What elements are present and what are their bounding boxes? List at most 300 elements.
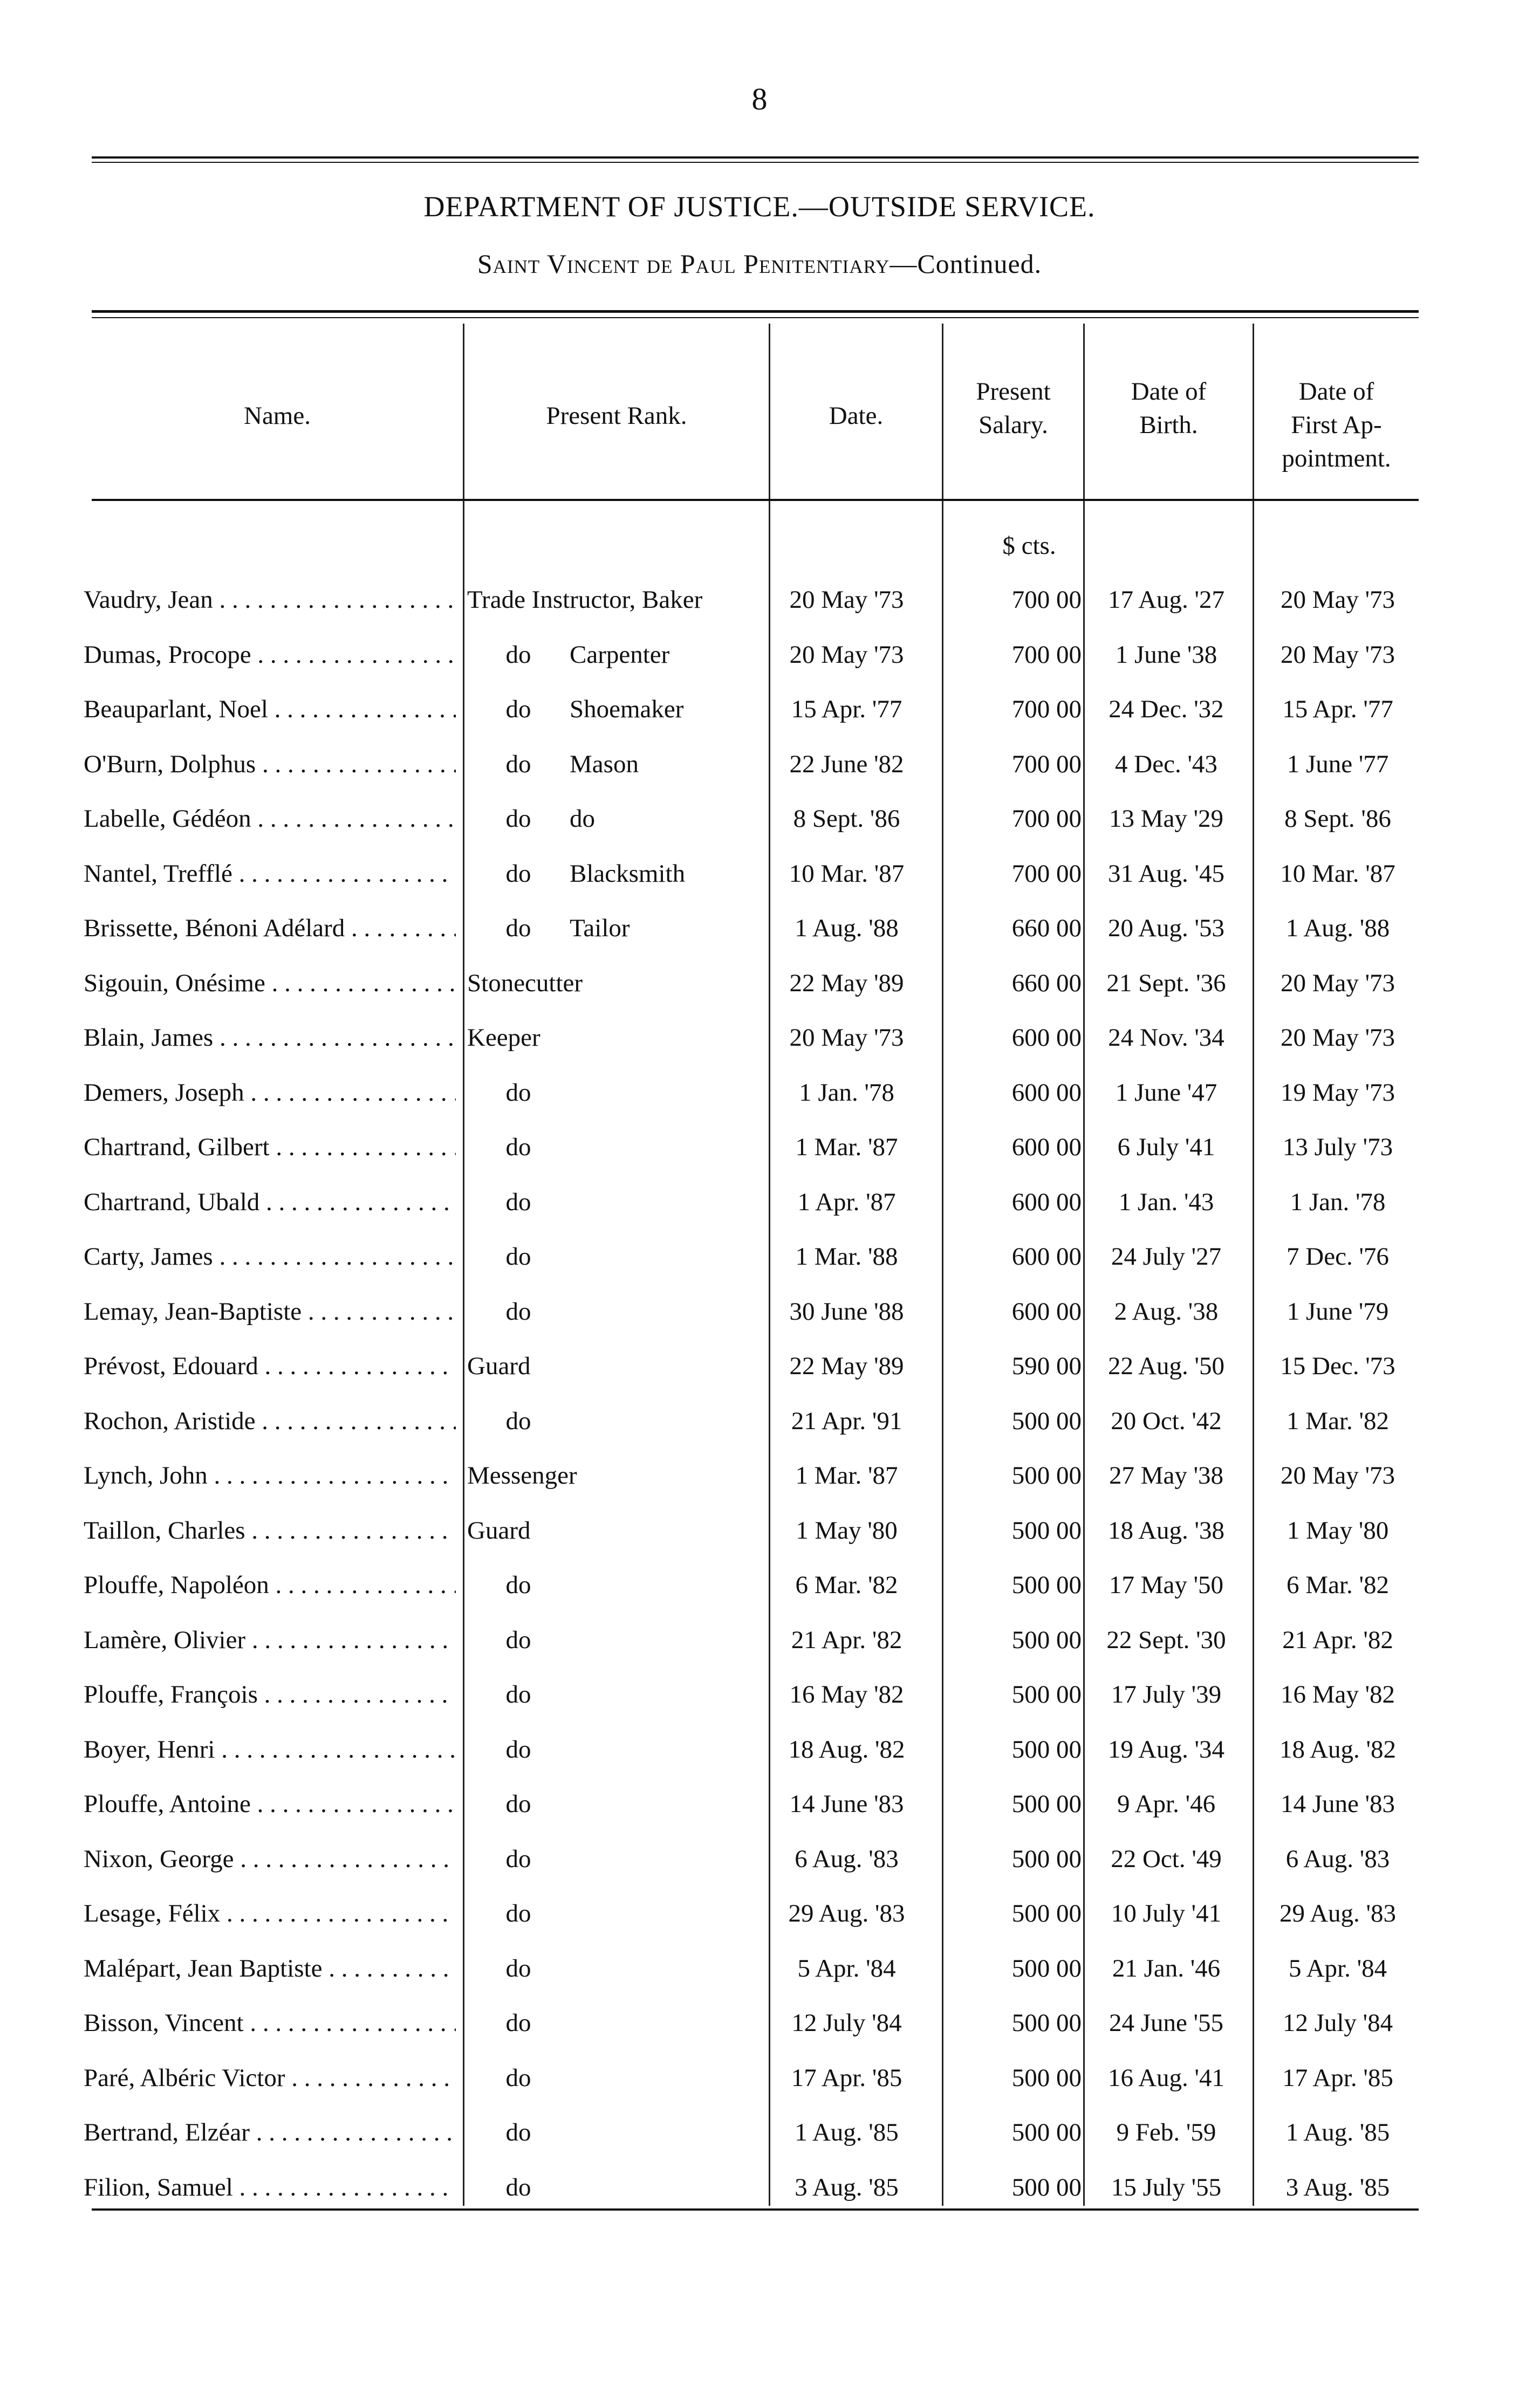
leader-dots [259,1188,456,1216]
present-rank [467,1407,767,1436]
rank-date: 20 May '73 [789,586,904,614]
leader-dots [258,1352,456,1380]
date-of-birth: 24 Dec. '32 [1109,695,1224,723]
leader-dots [213,586,456,614]
rank-date: 1 Jan. '78 [799,1078,894,1107]
leader-dots [244,1079,456,1107]
first-appointment: 7 Dec. '76 [1287,1243,1389,1271]
present-rank [467,914,767,943]
present-salary: 500 00 [1011,1954,1082,1982]
institution-subtitle: Saint Vincent de Paul Penitentiary—Continued. [477,249,1042,279]
leader-dots [302,1298,456,1326]
ditto-mark: do [505,1625,531,1654]
header-salary-line-1: Present [976,378,1051,406]
present-salary: 590 00 [1011,1352,1082,1380]
present-rank [467,1735,767,1764]
present-rank [467,695,767,724]
employee-name-text: Labelle, Gédéon [84,805,251,833]
leader-dots [234,1845,456,1873]
ditto-mark: do [505,2118,531,2146]
table-row [0,799,1519,854]
rank-text: Mason [570,750,639,778]
present-salary: 500 00 [1011,1790,1082,1818]
table-row [0,1018,1519,1073]
employee-name-text: Carty, James [84,1243,213,1271]
employee-name-text: Vaudry, Jean [84,586,213,614]
rank-date: 22 May '89 [789,1352,904,1380]
employee-name [84,585,456,614]
rank-text: Guard [467,1352,531,1380]
date-of-birth: 27 May '38 [1109,1462,1224,1490]
table-row [0,1620,1519,1675]
date-of-birth: 22 Aug. '50 [1107,1352,1225,1380]
rank-text: Shoemaker [570,695,684,723]
date-of-birth: 1 June '47 [1115,1078,1217,1107]
employee-name-text: Brissette, Bénoni Adélard [84,914,345,942]
first-appointment: 20 May '73 [1280,586,1395,614]
rank-date: 5 Apr. '84 [797,1954,896,1982]
first-appointment: 8 Sept. '86 [1284,805,1391,833]
top-rule-thin [92,162,1419,163]
employee-name [84,1516,456,1545]
table-row [0,1127,1519,1182]
present-salary: 500 00 [1011,1407,1082,1435]
first-appointment: 19 May '73 [1280,1078,1395,1107]
employee-name [84,695,456,724]
first-appointment: 6 Mar. '82 [1287,1571,1389,1599]
present-rank [467,1078,767,1107]
employee-name [84,1789,456,1819]
rank-date: 1 Aug. '88 [795,914,899,942]
first-appointment: 12 July '84 [1282,2009,1393,2037]
leader-dots [251,1790,456,1818]
employee-name-text: O'Burn, Dolphus [84,750,256,778]
employee-name-text: Rochon, Aristide [84,1407,256,1435]
table-row [0,1182,1519,1237]
ditto-mark: do [505,1844,531,1873]
ditto-mark: do [505,1297,531,1326]
first-appointment: 17 Apr. '85 [1282,2063,1393,2092]
first-appointment: 1 May '80 [1287,1516,1389,1545]
leader-dots [258,1680,456,1709]
employee-name [84,1297,456,1326]
header-birth-line-1: Date of [1131,378,1207,406]
employee-name [84,1570,456,1600]
employee-name-text: Lesage, Félix [84,1899,221,1927]
first-appointment: 1 Aug. '85 [1285,2118,1390,2146]
table-bottom-rule [92,2208,1419,2211]
leader-dots [251,641,456,669]
leader-dots [322,1954,456,1982]
rank-text: Tailor [570,914,630,942]
rank-date: 22 May '89 [789,969,904,997]
rank-date: 1 Mar. '87 [795,1462,898,1490]
header-present-salary [943,375,1083,442]
table-row [0,963,1519,1018]
header-appt-line-1: Date of [1298,378,1374,406]
rank-date: 6 Mar. '82 [795,1571,898,1599]
employee-name-text: Prévost, Edouard [84,1352,258,1380]
employee-name [84,1242,456,1271]
date-of-birth: 9 Feb. '59 [1116,2118,1216,2146]
employee-name [84,2118,456,2147]
first-appointment: 18 Aug. '82 [1279,1735,1397,1764]
employee-name [84,750,456,779]
date-of-birth: 22 Sept. '30 [1106,1625,1226,1654]
employee-name-text: Bisson, Vincent [84,2009,244,2037]
employee-name [84,1899,456,1928]
employee-name [84,914,456,943]
date-of-birth: 20 Aug. '53 [1107,914,1225,942]
header-date-of-birth [1085,375,1253,442]
ditto-mark: do [505,1078,531,1107]
ditto-mark: do [505,914,531,942]
leader-dots [250,2118,456,2146]
present-rank [467,1242,767,1271]
ditto-mark: do [505,805,531,833]
ditto-mark: do [505,640,531,669]
date-of-birth: 15 July '55 [1111,2173,1222,2201]
first-appointment: 20 May '73 [1280,1462,1395,1490]
ditto-mark: do [505,1735,531,1764]
date-of-birth: 24 July '27 [1111,1243,1222,1271]
employee-name-text: Lamère, Olivier [84,1625,246,1654]
table-row [0,1401,1519,1456]
date-of-birth: 19 Aug. '34 [1107,1735,1225,1764]
ditto-mark: do [505,1680,531,1709]
rank-text: Guard [467,1516,531,1545]
employee-name [84,1407,456,1436]
present-salary: 500 00 [1011,1625,1082,1654]
rank-text: Carpenter [570,640,670,669]
employee-name [84,1680,456,1709]
first-appointment: 20 May '73 [1280,640,1395,669]
date-of-birth: 17 May '50 [1109,1571,1224,1599]
present-rank [467,1954,767,1983]
rank-date: 1 Mar. '88 [795,1243,898,1271]
first-appointment: 3 Aug. '85 [1285,2173,1390,2201]
first-appointment: 16 May '82 [1280,1680,1395,1709]
present-salary: 660 00 [1011,914,1082,942]
ditto-mark: do [505,2063,531,2092]
rank-date: 16 May '82 [789,1680,904,1709]
employee-name [84,1188,456,1217]
present-salary: 600 00 [1011,1024,1082,1052]
employee-name-text: Dumas, Procope [84,640,251,669]
employee-name [84,1461,456,1490]
rank-date: 6 Aug. '83 [795,1844,899,1873]
table-row [0,1237,1519,1292]
present-salary: 600 00 [1011,1133,1082,1161]
present-salary: 700 00 [1011,640,1082,669]
first-appointment: 13 July '73 [1282,1133,1393,1161]
table-row [0,1784,1519,1839]
leader-dots [251,805,456,833]
present-salary: 700 00 [1011,750,1082,778]
rank-date: 29 Aug. '83 [788,1899,905,1927]
first-appointment: 20 May '73 [1280,969,1395,997]
table-top-rule [92,310,1419,313]
present-salary: 600 00 [1011,1297,1082,1326]
rank-date: 15 Apr. '77 [791,695,902,723]
present-rank [467,859,767,888]
employee-name-text: Plouffe, François [84,1680,258,1709]
rank-date: 1 Apr. '87 [797,1188,896,1216]
present-salary: 700 00 [1011,859,1082,888]
table-row [0,2003,1519,2058]
date-of-birth: 31 Aug. '45 [1107,859,1225,888]
present-rank [467,1899,767,1928]
table-row [0,1511,1519,1566]
ditto-mark: do [505,695,531,723]
present-salary: 700 00 [1011,695,1082,723]
leader-dots [269,1571,456,1599]
employee-name [84,2063,456,2093]
leader-dots [208,1462,456,1490]
employee-name [84,969,456,998]
rank-text: Trade Instructor, Baker [467,586,703,614]
present-salary: 600 00 [1011,1078,1082,1107]
present-salary: 500 00 [1011,2063,1082,2092]
present-rank [467,1188,767,1217]
present-salary: 660 00 [1011,969,1082,997]
employee-name [84,804,456,833]
present-salary: 500 00 [1011,1735,1082,1764]
header-name: Name. [244,402,311,430]
rank-text: do [570,805,595,833]
date-of-birth: 21 Sept. '36 [1106,969,1226,997]
first-appointment: 10 Mar. '87 [1280,859,1395,888]
present-rank [467,1844,767,1874]
first-appointment: 15 Apr. '77 [1282,695,1393,723]
employee-name-text: Demers, Joseph [84,1078,244,1107]
table-row [0,689,1519,744]
present-rank [467,1352,767,1381]
rank-date: 1 May '80 [796,1516,898,1545]
rank-text: Keeper [467,1024,540,1052]
leader-dots [256,750,456,778]
present-rank [467,2118,767,2147]
ditto-mark: do [505,1243,531,1271]
employee-name [84,2173,456,2202]
present-rank [467,1625,767,1655]
present-salary: 600 00 [1011,1243,1082,1271]
leader-dots [245,1626,456,1654]
ditto-mark: do [505,2173,531,2201]
employee-name [84,1133,456,1162]
rank-date: 20 May '73 [789,640,904,669]
leader-dots [213,1243,456,1271]
date-of-birth: 13 May '29 [1109,805,1224,833]
leader-dots [265,969,456,997]
leader-dots [285,2064,456,2092]
date-of-birth: 21 Jan. '46 [1112,1954,1221,1982]
date-of-birth: 1 Jan. '43 [1118,1188,1214,1216]
ditto-mark: do [505,1188,531,1216]
header-first-appointment [1254,375,1419,475]
table-row [0,1292,1519,1347]
table-top-rule-thin [92,317,1419,318]
table-row [0,1565,1519,1620]
first-appointment: 1 Mar. '82 [1287,1407,1389,1435]
employee-name [84,859,456,888]
employee-name-text: Filion, Samuel [84,2173,233,2201]
present-rank [467,2008,767,2037]
employee-name-text: Sigouin, Onésime [84,969,265,997]
table-row [0,1456,1519,1511]
present-rank [467,750,767,779]
leader-dots [256,1407,456,1435]
rank-date: 12 July '84 [791,2009,902,2037]
rank-date: 14 June '83 [789,1790,904,1818]
date-of-birth: 22 Oct. '49 [1111,1844,1222,1873]
leader-dots [213,1024,456,1052]
present-salary: 700 00 [1011,805,1082,833]
header-birth-line-2: Birth. [1139,411,1198,439]
table-row [0,1346,1519,1401]
present-rank [467,585,767,614]
table-row [0,580,1519,635]
employee-name [84,1078,456,1107]
table-row [0,2112,1519,2167]
ditto-mark: do [505,1899,531,1927]
present-rank [467,2063,767,2093]
table-row [0,2167,1519,2222]
employee-name-text: Paré, Albéric Victor [84,2063,285,2092]
employee-name [84,1735,456,1764]
ditto-mark: do [505,1571,531,1599]
present-salary: 500 00 [1011,1516,1082,1545]
employee-name [84,1625,456,1655]
rank-date: 22 June '82 [789,750,904,778]
rank-date: 21 Apr. '82 [791,1625,902,1654]
ditto-mark: do [505,1790,531,1818]
table-row [0,854,1519,909]
first-appointment: 5 Apr. '84 [1288,1954,1387,1982]
first-appointment: 6 Aug. '83 [1285,1844,1390,1873]
present-rank [467,640,767,669]
header-appt-line-2: First Ap- [1291,411,1382,439]
ditto-mark: do [505,2009,531,2037]
employee-name [84,1844,456,1874]
table-row [0,1949,1519,2004]
employee-name-text: Bertrand, Elzéar [84,2118,250,2146]
date-of-birth: 20 Oct. '42 [1111,1407,1222,1435]
present-rank [467,1133,767,1162]
rank-date: 20 May '73 [789,1024,904,1052]
employee-name-text: Nantel, Trefflé [84,859,232,888]
department-title: DEPARTMENT OF JUSTICE.—OUTSIDE SERVICE. [423,190,1096,223]
present-salary: 500 00 [1011,1844,1082,1873]
header-bottom-rule [92,499,1419,501]
table-row [0,635,1519,690]
rank-date: 30 June '88 [789,1297,904,1326]
employee-name-text: Lynch, John [84,1462,208,1490]
table-row [0,1894,1519,1949]
date-of-birth: 18 Aug. '38 [1107,1516,1225,1545]
present-salary: 500 00 [1011,1899,1082,1927]
employee-name-text: Blain, James [84,1024,214,1052]
present-salary: 500 00 [1011,2118,1082,2146]
first-appointment: 29 Aug. '83 [1279,1899,1397,1927]
employee-name-text: Chartrand, Gilbert [84,1133,270,1161]
present-salary: 500 00 [1011,1462,1082,1490]
rank-date: 18 Aug. '82 [788,1735,905,1764]
header-present-rank: Present Rank. [546,402,687,430]
rank-date: 21 Apr. '91 [791,1407,902,1435]
first-appointment: 21 Apr. '82 [1282,1625,1393,1654]
first-appointment: 1 June '79 [1287,1297,1389,1326]
table-row [0,2058,1519,2113]
employee-name-text: Malépart, Jean Baptiste [84,1954,323,1982]
employee-name [84,640,456,669]
table-row [0,908,1519,963]
date-of-birth: 4 Dec. '43 [1115,750,1217,778]
leader-dots [220,1899,456,1927]
rank-date: 3 Aug. '85 [795,2173,899,2201]
header-appt-line-3: pointment. [1282,444,1391,472]
leader-dots [232,860,456,888]
leader-dots [245,1517,456,1545]
ditto-mark: do [505,1133,531,1161]
table-row [0,744,1519,799]
present-rank [467,1789,767,1819]
date-of-birth: 17 July '39 [1111,1680,1222,1709]
employee-name-text: Chartrand, Ubald [84,1188,260,1216]
ditto-mark: do [505,859,531,888]
employee-name [84,1023,456,1052]
first-appointment: 15 Dec. '73 [1280,1352,1395,1380]
salary-units: $ cts. [1002,532,1056,560]
present-rank [467,1570,767,1600]
table-row [0,1675,1519,1730]
table-row [0,1839,1519,1894]
date-of-birth: 24 Nov. '34 [1108,1024,1224,1052]
employee-name [84,2008,456,2037]
leader-dots [268,695,456,723]
date-of-birth: 2 Aug. '38 [1114,1297,1219,1326]
employee-name [84,1352,456,1381]
leader-dots [270,1133,456,1161]
date-of-birth: 17 Aug. '27 [1107,586,1225,614]
present-rank [467,969,767,998]
employee-name-text: Nixon, George [84,1844,234,1873]
date-of-birth: 24 June '55 [1109,2009,1224,2037]
present-rank [467,1297,767,1326]
staff-table [0,580,1519,2222]
rank-date: 1 Mar. '87 [795,1133,898,1161]
first-appointment: 1 June '77 [1287,750,1389,778]
leader-dots [244,2009,456,2037]
first-appointment: 1 Aug. '88 [1285,914,1390,942]
rank-date: 8 Sept. '86 [793,805,900,833]
rank-text: Blacksmith [570,859,686,888]
present-rank [467,1461,767,1490]
date-of-birth: 1 June '38 [1115,640,1217,669]
first-appointment: 14 June '83 [1280,1790,1395,1818]
date-of-birth: 9 Apr. '46 [1117,1790,1216,1818]
date-of-birth: 16 Aug. '41 [1107,2063,1225,2092]
top-rule [92,156,1419,159]
rank-date: 17 Apr. '85 [791,2063,902,2092]
ditto-mark: do [505,1407,531,1435]
leader-dots [233,2173,456,2201]
present-salary: 500 00 [1011,1571,1082,1599]
date-of-birth: 10 July '41 [1111,1899,1222,1927]
present-rank [467,2173,767,2202]
present-rank [467,804,767,833]
header-date: Date. [829,402,884,430]
